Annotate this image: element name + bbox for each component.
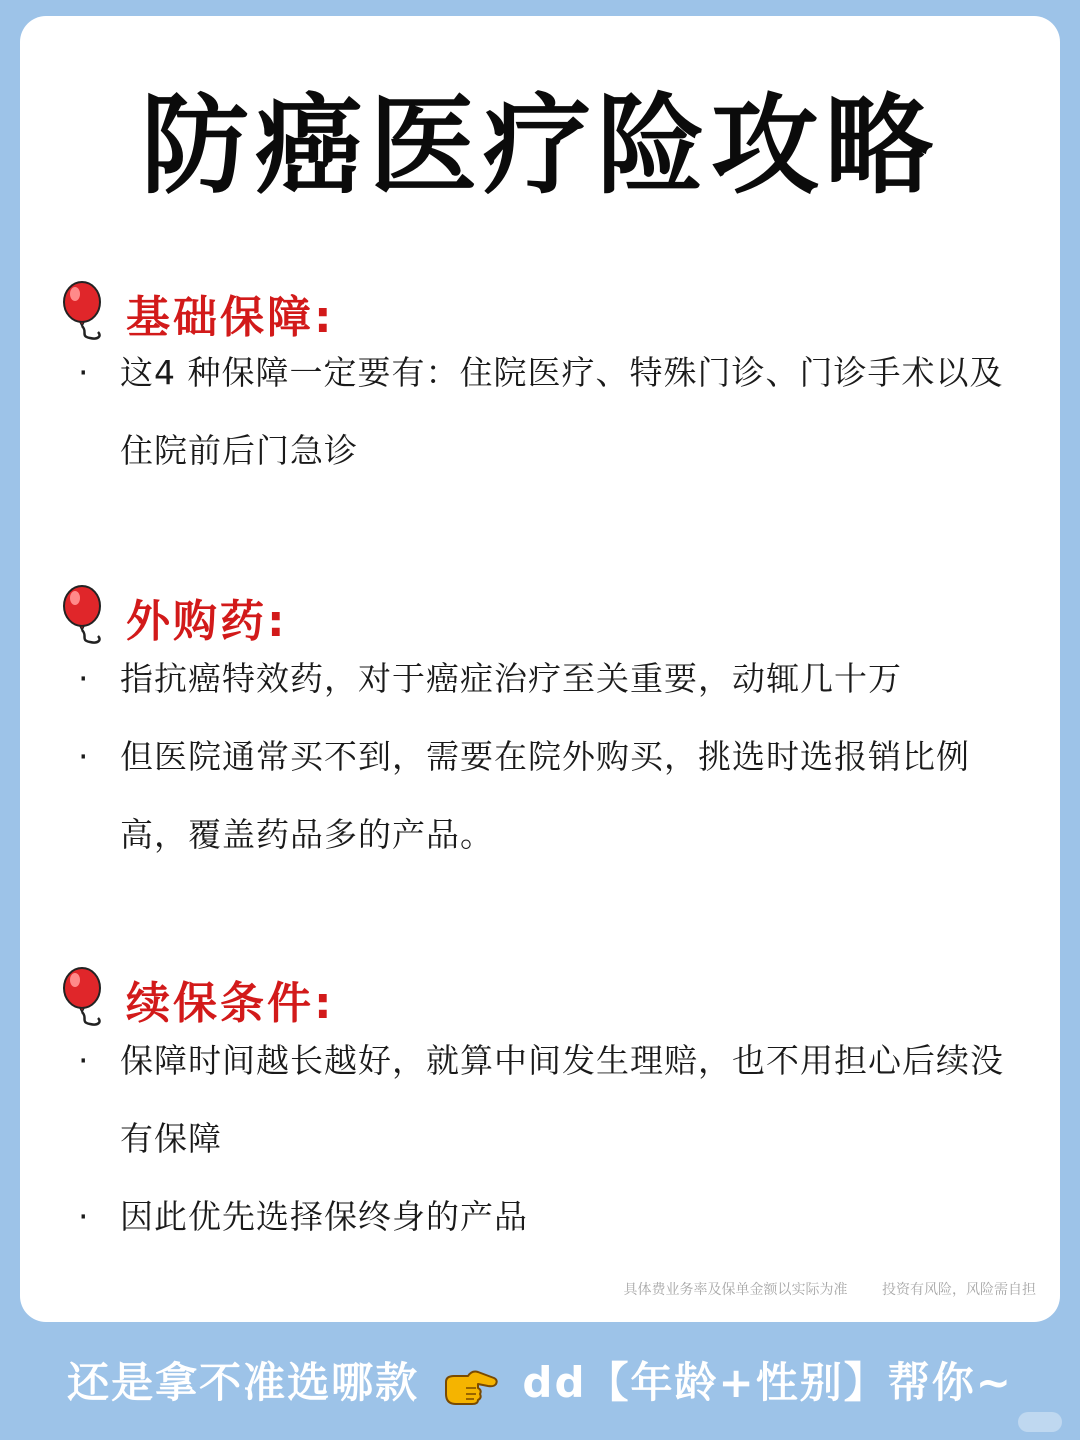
- list-item: [78, 1178, 1018, 1256]
- disclaimer-fees: 具体费业务率及保单金额以实际为准: [623, 1282, 848, 1298]
- footer-banner: [0, 1348, 1080, 1418]
- bullet-dot: ·: [78, 737, 90, 776]
- list-item: [78, 718, 1018, 874]
- section-heading-label: 基础保障:: [126, 292, 335, 343]
- list-item-text: 但医院通常买不到，需要在院外购买，挑选时选报销比例高，覆盖药品多的产品。: [120, 737, 970, 854]
- list-item-text: 指抗癌特效药，对于癌症治疗至关重要，动辄几十万: [120, 659, 902, 698]
- page-title: 防癌医疗险攻略: [140, 83, 939, 209]
- pointing-hand-icon: [442, 1366, 500, 1406]
- disclaimer: [624, 1279, 1036, 1299]
- list-item-text: 保障时间越长越好，就算中间发生理赔，也不用担心后续没有保障: [120, 1041, 1004, 1158]
- list-item-text: 因此优先选择保终身的产品: [120, 1197, 528, 1236]
- bullet-dot: ·: [78, 659, 90, 698]
- watermark: [1018, 1412, 1062, 1432]
- bullet-dot: ·: [78, 1197, 90, 1236]
- bullet-dot: ·: [78, 353, 90, 392]
- section-heading-label: 外购药:: [126, 596, 288, 647]
- list-item-text: 这4 种保障一定要有：住院医疗、特殊门诊、门诊手术以及住院前后门急诊: [120, 353, 1004, 470]
- list-item: [78, 1022, 1018, 1178]
- section-heading-label: 续保条件:: [126, 978, 335, 1029]
- list-item: [78, 640, 1018, 718]
- footer-text-before: 还是拿不准选哪款: [67, 1358, 420, 1407]
- disclaimer-risk: 投资有风险，风险需自担: [882, 1282, 1036, 1298]
- content-card: [20, 16, 1060, 1322]
- footer-text-after: dd【年龄+性别】帮你~: [522, 1358, 1013, 1407]
- list-item: [78, 334, 1018, 490]
- bullet-dot: ·: [78, 1041, 90, 1080]
